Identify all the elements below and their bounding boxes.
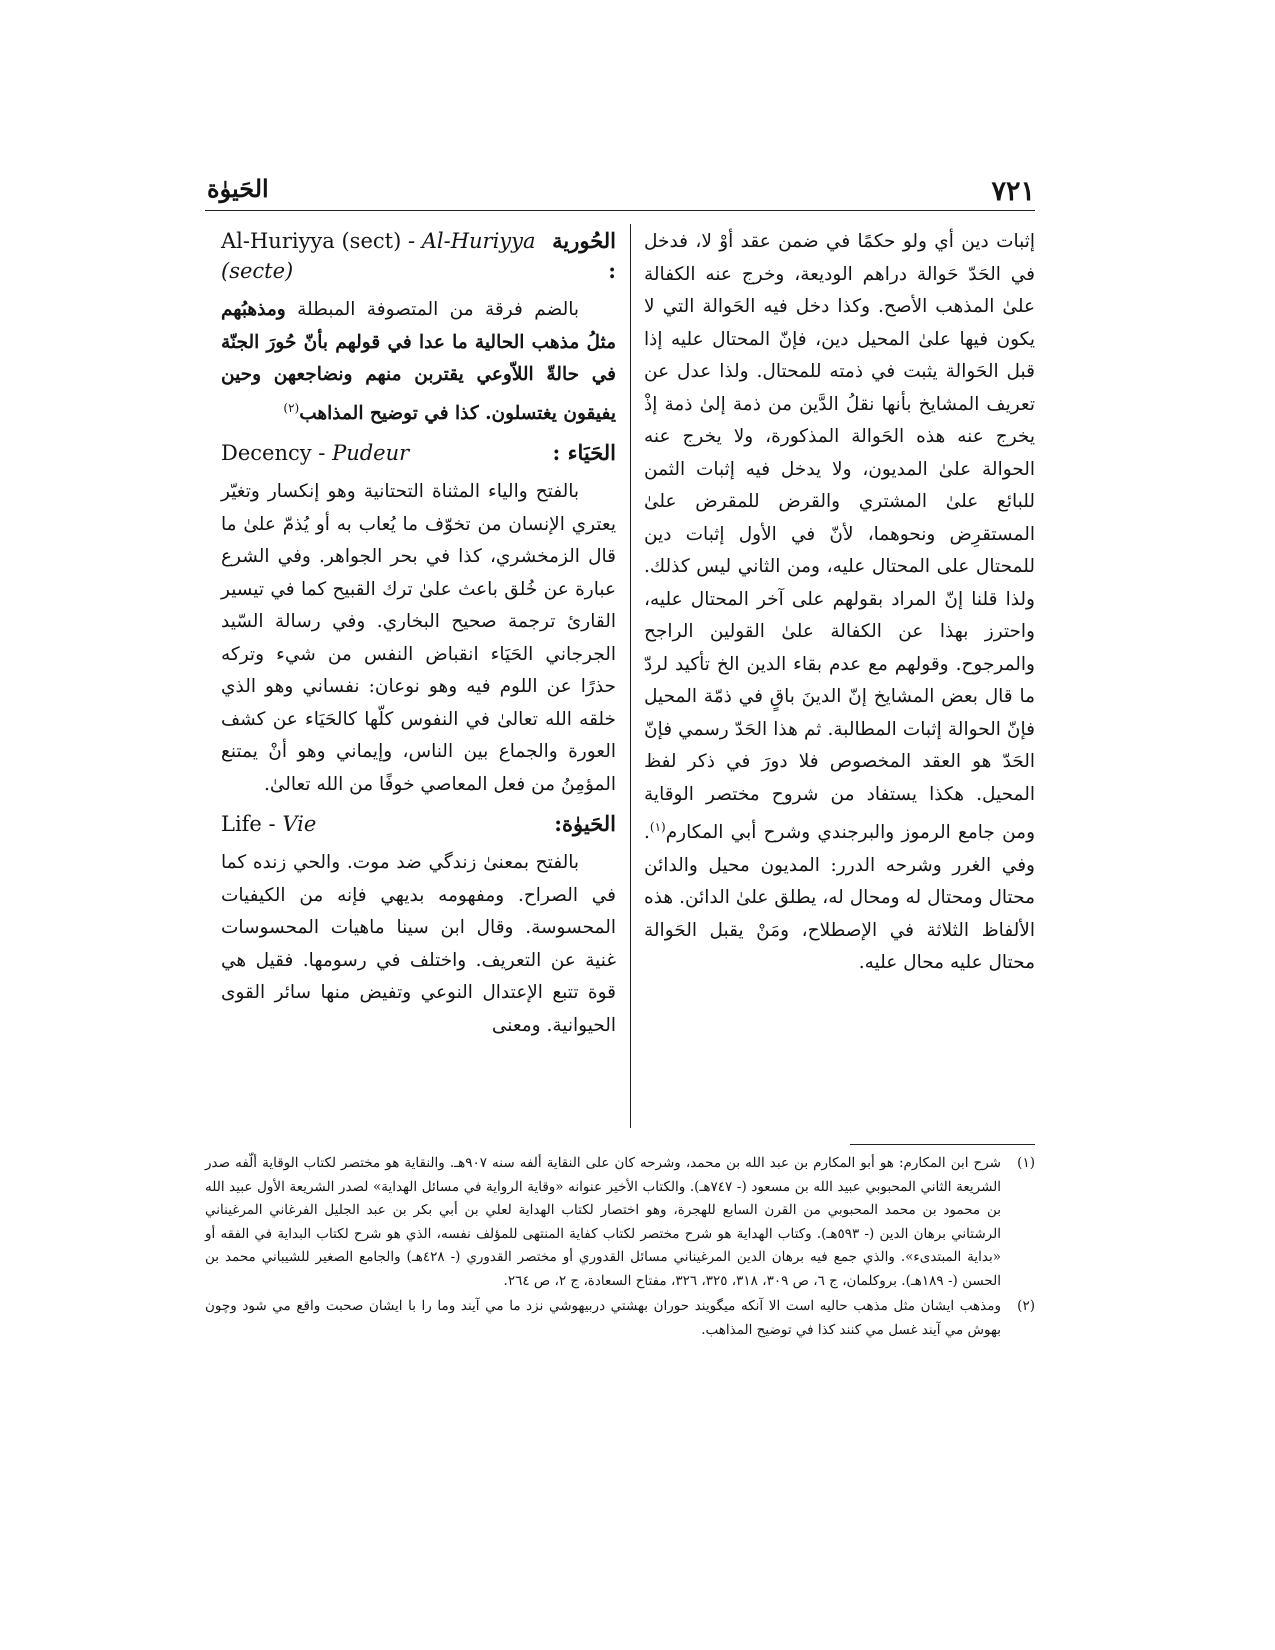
entry-body: بالفتح والياء المثناة التحتانية وهو إنكسار وتغيّر يعتري الإنسان من تخوّف ما يُعاب به أو يُذمّ علىٰ ما قال الزمخشري، كذا في بحر الجواهر. وفي الشرع عبارة عن خُلق باعث علىٰ ترك القبيح كما في تيسير القارئ ترجمة صحيح البخاري. وفي رسالة السّيد الجرجاني الحَيَاء انقباض النفس من شيء وتركه حذرًا عن اللوم فيه وهو نوعان: نفساني وهو الذي خلقه الله تعالىٰ في النفوس كلّها كالحَيَاء عن كشف العورة والجماع بين الناس، وإيماني وهو أنْ يمتنع المؤمِنُ من فعل المعاصي خوفًا من الله تعالىٰ. [221,481,616,795]
entry-body [221,294,616,430]
left-column [221,226,616,1050]
entry-term: الحَيوٰة: [554,811,616,837]
gloss-english: Life - [221,812,283,837]
entry-term: الحَيَاء : [552,440,616,466]
right-column-text [644,226,1035,980]
right-column [644,226,1035,980]
footnote-marker-2: (٢) [283,400,300,415]
page-number: ٧٢١ [991,176,1035,207]
right-column-body: إثبات دين أي ولو حكمًا في ضمن عقد أوْ لا، فدخل في الحَدّ حَوالة دراهم الوديعة، وخرج عنه الكفالة علىٰ المذهب الأصح. وكذا دخل فيه الحَوالة التي لا يكون فيها علىٰ المحيل دين، فإنّ المحتال عليه إذا قبل الحَوالة يثبت في ذمته للمحتال. ولذا عدل عن تعريف المشايخ بأنها نقلُ الدَّين من ذمة إلىٰ ذمة إذْ يخرج عنه هذه الحَوالة المذكورة، ولا يخرج عنه الحوالة علىٰ المديون، ولا يدخل فيه إثبات الثمن للبائع علىٰ المشتري والقرض للمقرض علىٰ المستقرِض ونحوهما، لأنّ في الأول إثبات دين للمحتال على المحتال عليه، ومن الثاني ليس كذلك. ولذا قلنا إنّ المراد بقولهم على آخر المحتال عليه، واحترز بهذا عن الكفالة علىٰ القولين الراجح والمرجوح. وقولهم مع عدم بقاء الدين الخ تأكيد لردّ ما قال بعض المشايخ إنّ الدينَ باقٍ في ذمّة المحيل فإنّ الحوالة إثبات المطالبة. ثم هذا الحَدّ رسمي فإنّ الحَدّ هو العقد المخصوص فلا دورَ في ذكر لفظ المحيل. هكذا يستفاد من شروح مختصر الوقاية ومن جامع الرموز والبرجندي وشرح أبي المكارم [644,231,1035,844]
gloss-english: Al-Huriyya (sect) - [221,229,422,253]
running-head: الحَيوٰة [207,174,269,203]
right-column-body-continued: . وفي الغرر وشرحه الدرر: المديون محيل والدائن محتال ومحتال له ومحال له، يطلق علىٰ الدائن. هذه الألفاظ الثلاثة في الإصطلاح، ومَنْ يقبل الحَوالة محتال عليه محال عليه. [644,822,1035,974]
entry-heading [221,438,616,468]
entry-body-bold: ومذهبُهم مثلُ مذهب الحالية ما عدا في قولهم بأنّ حُورَ الجنّة في حالةّ اللاّوعي يقتربن منهم ونضاجعهن وحين يفيقون يغتسلون. كذا في توضيح المذاهب [221,299,616,424]
entry-gloss [221,809,316,839]
gloss-french: Pudeur [332,441,410,466]
entry-heading [221,809,616,839]
footnote-2 [205,1295,1035,1342]
entry-heading [221,226,616,286]
entry-body-text: بالضم فرقة من المتصوفة المبطلة [297,299,579,320]
entry-hayat [221,809,616,1042]
gloss-french: Vie [282,812,317,837]
footnote-marker-1: (١) [649,820,666,834]
column-divider [630,224,631,1128]
footnote-rule [850,1144,1035,1145]
gloss-french: Al-Huriyya (secte) [221,229,536,283]
entry-hayaa [221,438,616,801]
footnote-1 [205,1152,1035,1293]
entry-gloss [221,226,550,286]
footnote-text: ومذهب ايشان مثل مذهب حاليه است الا آنكه ميگويند حوران بهشتي دربيهوشي نزد ما مي آيند وما را با ايشان صحبت واقع مي شود وچون بهوش مي آيند غسل مي كنند كذا في توضيح المذاهب. [205,1298,1001,1338]
footnote-number: (١) [1017,1155,1035,1171]
footnotes [205,1152,1035,1344]
gloss-english: Decency - [221,441,333,466]
entry-body: بالفتح بمعنىٰ زندگي ضد موت. والحي زنده كما في الصراح. ومفهومه بديهي فإنه من الكيفيات المحسوسة. وقال ابن سينا ماهيات المحسوسات غنية عن التعريف. واختلف في رسومها. فقيل هي قوة تتبع الإعتدال النوعي وتفيض منها سائر القوى الحيوانية. ومعنى [221,852,616,1036]
page-header [205,170,1035,211]
entry-gloss [221,438,409,468]
entry-term: الحُورية : [552,228,616,283]
entry-huriyya [221,226,616,430]
footnote-text: شرح ابن المكارم: هو أبو المكارم بن عبد الله بن محمد، وشرحه كان على النقاية ألفه سنه ٩٠٧هـ. والنقاية هو مختصر لكتاب الوقاية ألّفه صدر الشريعة الثاني المحبوبي عبيد الله بن مسعود (- ٧٤٧هـ). والكتاب الأخير عنوانه «وقاية الرواية في مسائل الهداية» لصدر الشريعة الأول عبيد الله بن محمود بن محمد المحبوبي من القرن السابع للهجرة، وهو اختصار لكتاب الهداية لعلي بن أبي بكر بن عبد الجليل الفرغاني المرغيناني الرشتاني برهان الدين (- ٥٩٣هـ). وكتاب الهداية هو شرح مختصر لكتاب كفاية المنتهى للمؤلف نفسه، الذي هو شرح لكتاب البداية في الفقه أو «بداية المبتدىء». والذي جمع فيه برهان الدين المرغيناني مسائل القدوري أو مختصر القدوري (- ٤٢٨هـ) والجامع الصغير للشيباني محمد بن الحسن (- ١٨٩هـ). بروكلمان، ج ٦، ص ٣٠٩، ٣١٨، ٣٢٥، ٣٢٦، مفتاح السعادة، ج ٢، ص ٢٦٤. [205,1155,1001,1289]
footnote-number: (٢) [1017,1298,1035,1314]
